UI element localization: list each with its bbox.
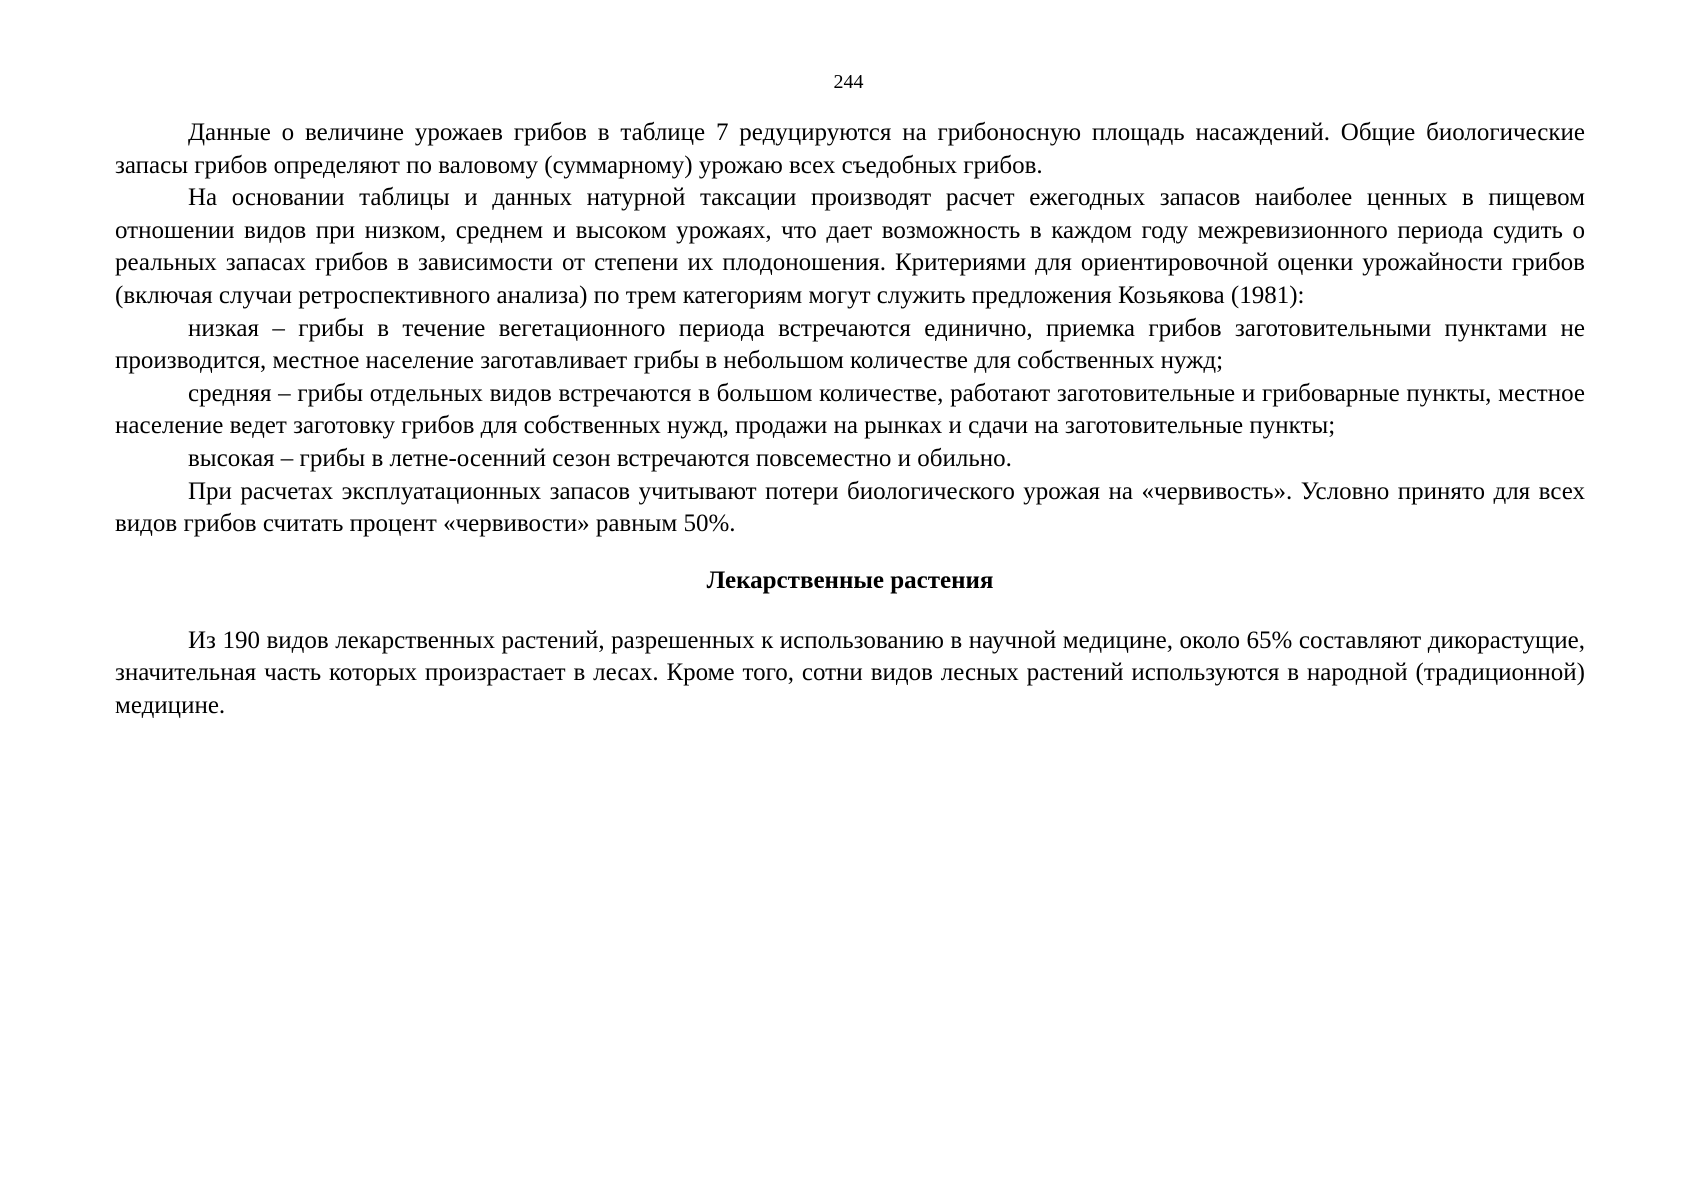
- paragraph-worminess: При расчетах эксплуатационных запасов учитывают потери биологического урожая на «червивость». Условно принято для всех видов грибов считать процент «червивости» равным 50%.: [115, 477, 1585, 538]
- paragraph-medicinal-plants: Из 190 видов лекарственных растений, разрешенных к использованию в научной медицине, около 65% составляют дикорастущие, значительная часть которых произрастает в лесах. Кроме того, сотни видов лесных растений используются в народной (традиционной) медицине.: [115, 626, 1585, 719]
- paragraph-annual-reserves: На основании таблицы и данных натурной таксации производят расчет ежегодных запасов наиболее ценных в пищевом отношении видов при низком, среднем и высоком урожаях, что дает возможность в каждом году межревизионного периода судить о реальных запасах грибов в зависимости от степени их плодоношения. Критериями для ориентировочной оценки урожайности грибов (включая случаи ретроспективного анализа) по трем категориям могут служить предложения Козьякова (1981):: [115, 184, 1585, 309]
- paragraph-low-yield: низкая – грибы в течение вегетационного периода встречаются единично, приемка грибов заготовительными пунктами не производится, местное население заготавливает грибы в небольшом количестве для собственных нужд;: [115, 314, 1585, 375]
- section-title: Лекарственные растения: [706, 566, 994, 594]
- page-number: 244: [833, 71, 864, 93]
- page-content: [115, 117, 1585, 723]
- paragraph-medium-yield: средняя – грибы отдельных видов встречаются в большом количестве, работают заготовительные и грибоварные пункты, местное население ведет заготовку грибов для собственных нужд, продажи на рынках и сдачи на заготовительные пункты;: [115, 379, 1585, 440]
- paragraph-yield-reduction: Данные о величине урожаев грибов в таблице 7 редуцируются на грибоносную площадь насаждений. Общие биологические запасы грибов определяют по валовому (суммарному) урожаю всех съедобных грибов.: [115, 119, 1585, 179]
- paragraph-high-yield: высокая – грибы в летне-осенний сезон встречаются повсеместно и обильно.: [188, 444, 1012, 472]
